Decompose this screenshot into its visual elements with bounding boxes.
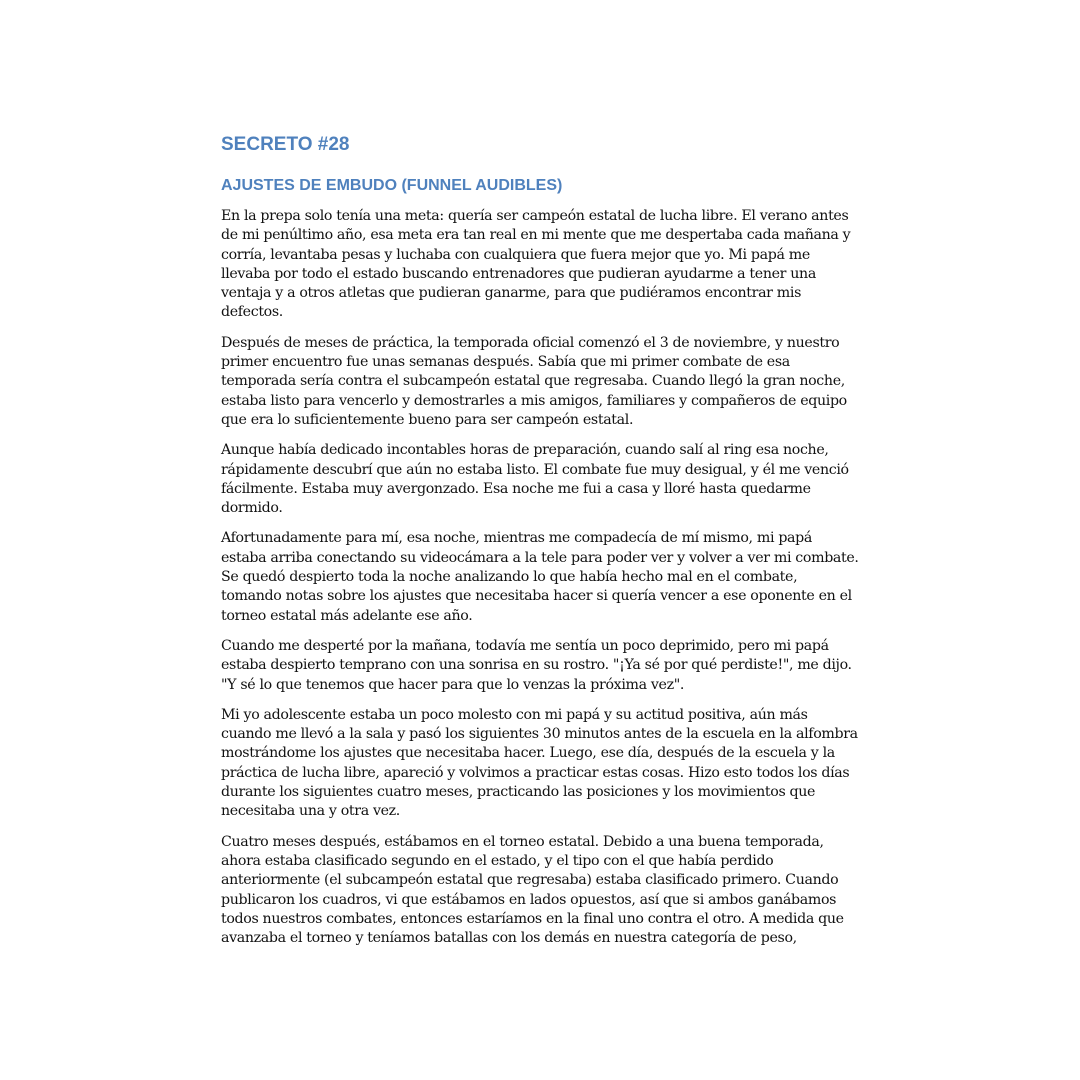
body-paragraph: Cuando me desperté por la mañana, todavía me sentía un poco deprimido, pero mi papá estaba despierto temprano con una sonrisa en su rostro. "¡Ya sé por qué perdiste!", me dijo. "Y sé lo que tenemos que hacer para que lo venzas la próxima vez". [221,637,852,693]
section-title: AJUSTES DE EMBUDO (FUNNEL AUDIBLES) [221,177,563,194]
body-paragraph: Mi yo adolescente estaba un poco molesto con mi papá y su actitud positiva, aún más cuando me llevó a la sala y pasó los siguientes 30 minutos antes de la escuela en la alfombra mostrándome los ajustes que necesitaba hacer. Luego, ese día, después de la escuela y la práctica de lucha libre, apareció y volvimos a practicar estas cosas. Hizo esto todos los días durante los siguientes cuatro meses, practicando las posiciones y los movimientos que necesitaba una y otra vez. [221,706,858,820]
body-paragraph: Cuatro meses después, estábamos en el torneo estatal. Debido a una buena temporada, ahora estaba clasificado segundo en el estado, y el tipo con el que había perdido anteriormente (el subcampeón estatal que regresaba) estaba clasificado primero. Cuando publicaron los cuadros, vi que estábamos en lados opuestos, así que si ambos ganábamos todos nuestros combates, entonces estaríamos en la final uno contra el otro. A medida que avanzaba el torneo y teníamos batallas con los demás en nuestra categoría de peso, [221,833,844,947]
body-paragraph: Afortunadamente para mí, esa noche, mientras me compadecía de mí mismo, mi papá estaba arriba conectando su videocámara a la tele para poder ver y volver a ver mi combate. Se quedó despierto toda la noche analizando lo que había hecho mal en el combate, tomando notas sobre los ajustes que necesitaba hacer si quería vencer a ese oponente en el torneo estatal más adelante ese año. [221,530,859,624]
secret-title: SECRETO #28 [221,134,350,155]
body-paragraph: En la prepa solo tenía una meta: quería ser campeón estatal de lucha libre. El verano antes de mi penúltimo año, esa meta era tan real en mi mente que me despertaba cada mañana y corría, levantaba pesas y luchaba con cualquiera que fuera mejor que yo. Mi papá me llevaba por todo el estado buscando entrenadores que pudieran ayudarme a tener una ventaja y a otros atletas que pudieran ganarme, para que pudiéramos encontrar mis defectos. [221,208,851,321]
document-page [221,132,861,959]
body-paragraph: Aunque había dedicado incontables horas de preparación, cuando salí al ring esa noche, rápidamente descubrí que aún no estaba listo. El combate fue muy desigual, y él me venció fácilmente. Estaba muy avergonzado. Esa noche me fui a casa y lloré hasta quedarme dormido. [221,442,849,517]
body-paragraph: Después de meses de práctica, la temporada oficial comenzó el 3 de noviembre, y nuestro primer encuentro fue unas semanas después. Sabía que mi primer combate de esa temporada sería contra el subcampeón estatal que regresaba. Cuando llegó la gran noche, estaba listo para vencerlo y demostrarles a mis amigos, familiares y compañeros de equipo que era lo suficientemente bueno para ser campeón estatal. [221,334,847,428]
